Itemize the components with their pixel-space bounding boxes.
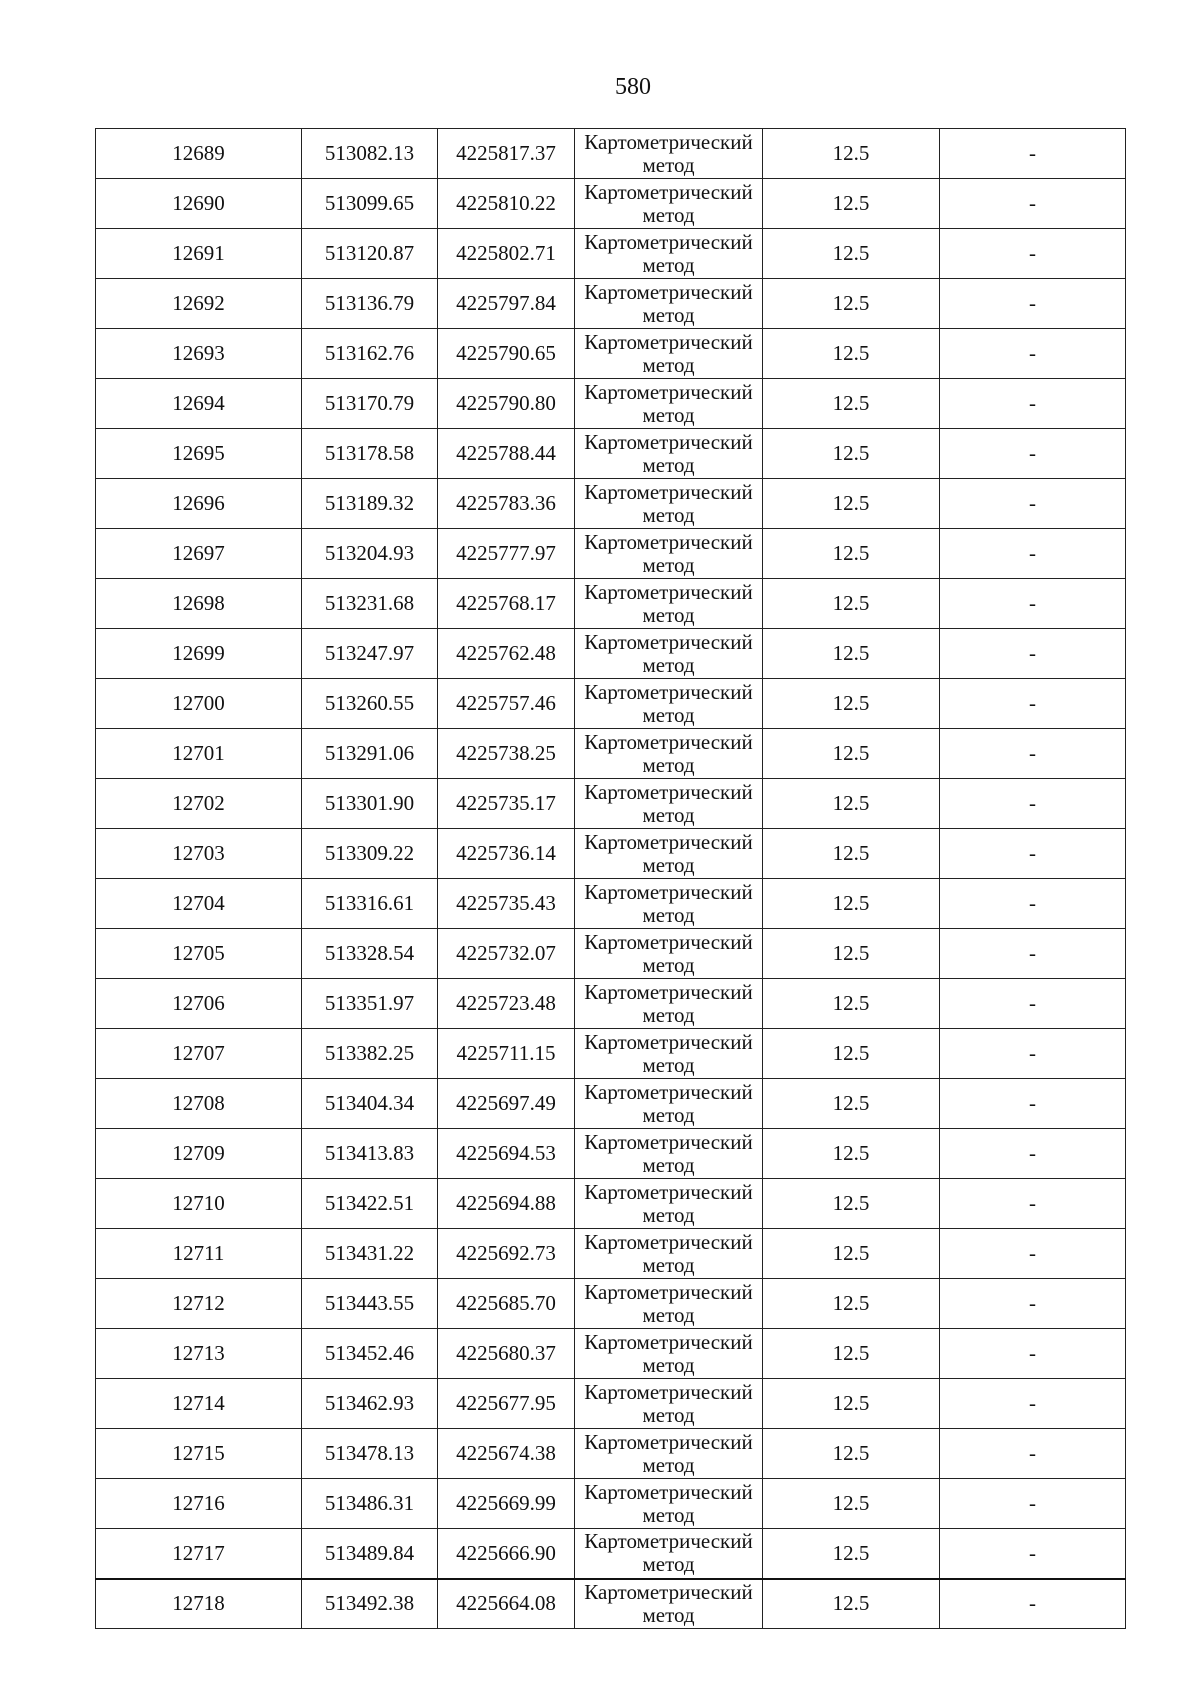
y-coordinate-cell: 4225738.25: [438, 729, 575, 779]
table-row: [96, 1579, 1126, 1629]
method-text: метод: [642, 452, 695, 477]
table-row: [96, 1229, 1126, 1279]
method-text: Картометрический: [584, 129, 753, 154]
y-coordinate-cell: 4225669.99: [438, 1479, 575, 1529]
point-id-cell: 12692: [96, 279, 302, 329]
method-text: метод: [642, 1552, 695, 1577]
y-coordinate-cell: 4225732.07: [438, 929, 575, 979]
table-row: [96, 179, 1126, 229]
method-text: метод: [642, 1602, 695, 1627]
method-cell: [575, 1229, 763, 1279]
note-cell: -: [940, 729, 1126, 779]
accuracy-cell: 12.5: [763, 129, 940, 179]
y-coordinate-cell: 4225697.49: [438, 1079, 575, 1129]
method-cell: [575, 129, 763, 179]
x-coordinate-cell: 513120.87: [302, 229, 438, 279]
point-id-cell: 12717: [96, 1529, 302, 1579]
x-coordinate-cell: 513452.46: [302, 1329, 438, 1379]
accuracy-cell: 12.5: [763, 579, 940, 629]
note-cell: -: [940, 1079, 1126, 1129]
y-coordinate-cell: 4225692.73: [438, 1229, 575, 1279]
table-row: [96, 1129, 1126, 1179]
note-cell: -: [940, 179, 1126, 229]
method-cell: [575, 1029, 763, 1079]
x-coordinate-cell: 513204.93: [302, 529, 438, 579]
y-coordinate-cell: 4225735.43: [438, 879, 575, 929]
method-cell: [575, 179, 763, 229]
method-text: метод: [642, 1052, 695, 1077]
table-row: [96, 979, 1126, 1029]
point-id-cell: 12701: [96, 729, 302, 779]
method-cell: [575, 979, 763, 1029]
accuracy-cell: 12.5: [763, 1229, 940, 1279]
method-text: метод: [642, 802, 695, 827]
method-text: метод: [642, 902, 695, 927]
accuracy-cell: 12.5: [763, 879, 940, 929]
method-text: метод: [642, 1002, 695, 1027]
table-row: [96, 429, 1126, 479]
method-cell: [575, 1529, 763, 1579]
x-coordinate-cell: 513462.93: [302, 1379, 438, 1429]
method-text: Картометрический: [584, 679, 753, 704]
method-cell: [575, 879, 763, 929]
method-text: метод: [642, 402, 695, 427]
point-id-cell: 12714: [96, 1379, 302, 1429]
table-row: [96, 1529, 1126, 1579]
accuracy-cell: 12.5: [763, 1029, 940, 1079]
method-text: метод: [642, 752, 695, 777]
accuracy-cell: 12.5: [763, 379, 940, 429]
method-text: Картометрический: [584, 1179, 753, 1204]
x-coordinate-cell: 513382.25: [302, 1029, 438, 1079]
note-cell: -: [940, 1029, 1126, 1079]
table-row: [96, 779, 1126, 829]
point-id-cell: 12699: [96, 629, 302, 679]
table-row: [96, 1279, 1126, 1329]
x-coordinate-cell: 513404.34: [302, 1079, 438, 1129]
method-text: Картометрический: [584, 629, 753, 654]
method-text: Картометрический: [584, 729, 753, 754]
method-text: метод: [642, 152, 695, 177]
point-id-cell: 12695: [96, 429, 302, 479]
note-cell: -: [940, 929, 1126, 979]
note-cell: -: [940, 279, 1126, 329]
x-coordinate-cell: 513099.65: [302, 179, 438, 229]
note-cell: -: [940, 429, 1126, 479]
accuracy-cell: 12.5: [763, 1429, 940, 1479]
note-cell: -: [940, 679, 1126, 729]
note-cell: -: [940, 829, 1126, 879]
table-row: [96, 1479, 1126, 1529]
note-cell: -: [940, 1429, 1126, 1479]
y-coordinate-cell: 4225723.48: [438, 979, 575, 1029]
y-coordinate-cell: 4225677.95: [438, 1379, 575, 1429]
point-id-cell: 12691: [96, 229, 302, 279]
table-body: [96, 129, 1126, 1629]
accuracy-cell: 12.5: [763, 979, 940, 1029]
point-id-cell: 12702: [96, 779, 302, 829]
note-cell: -: [940, 329, 1126, 379]
method-cell: [575, 1429, 763, 1479]
method-text: Картометрический: [584, 1279, 753, 1304]
accuracy-cell: 12.5: [763, 829, 940, 879]
accuracy-cell: 12.5: [763, 1279, 940, 1329]
point-id-cell: 12693: [96, 329, 302, 379]
x-coordinate-cell: 513301.90: [302, 779, 438, 829]
note-cell: -: [940, 229, 1126, 279]
accuracy-cell: 12.5: [763, 229, 940, 279]
x-coordinate-cell: 513178.58: [302, 429, 438, 479]
accuracy-cell: 12.5: [763, 729, 940, 779]
method-text: метод: [642, 352, 695, 377]
note-cell: -: [940, 1229, 1126, 1279]
point-id-cell: 12707: [96, 1029, 302, 1079]
point-id-cell: 12715: [96, 1429, 302, 1479]
y-coordinate-cell: 4225666.90: [438, 1529, 575, 1579]
point-id-cell: 12703: [96, 829, 302, 879]
accuracy-cell: 12.5: [763, 1079, 940, 1129]
x-coordinate-cell: 513162.76: [302, 329, 438, 379]
x-coordinate-cell: 513492.38: [302, 1579, 438, 1629]
note-cell: -: [940, 1379, 1126, 1429]
accuracy-cell: 12.5: [763, 479, 940, 529]
table-row: [96, 479, 1126, 529]
note-cell: -: [940, 879, 1126, 929]
point-id-cell: 12716: [96, 1479, 302, 1529]
method-text: метод: [642, 1102, 695, 1127]
x-coordinate-cell: 513291.06: [302, 729, 438, 779]
method-text: метод: [642, 602, 695, 627]
y-coordinate-cell: 4225810.22: [438, 179, 575, 229]
method-text: метод: [642, 1252, 695, 1277]
y-coordinate-cell: 4225777.97: [438, 529, 575, 579]
x-coordinate-cell: 513260.55: [302, 679, 438, 729]
table-row: [96, 279, 1126, 329]
x-coordinate-cell: 513489.84: [302, 1529, 438, 1579]
accuracy-cell: 12.5: [763, 279, 940, 329]
method-cell: [575, 1279, 763, 1329]
table-row: [96, 1329, 1126, 1379]
point-id-cell: 12694: [96, 379, 302, 429]
table-row: [96, 1379, 1126, 1429]
accuracy-cell: 12.5: [763, 1529, 940, 1579]
point-id-cell: 12704: [96, 879, 302, 929]
table-row: [96, 629, 1126, 679]
method-text: Картометрический: [584, 529, 753, 554]
method-cell: [575, 429, 763, 479]
point-id-cell: 12700: [96, 679, 302, 729]
page-number: 580: [615, 74, 651, 100]
accuracy-cell: 12.5: [763, 1479, 940, 1529]
method-text: Картометрический: [584, 1029, 753, 1054]
table-row: [96, 1179, 1126, 1229]
method-text: Картометрический: [584, 179, 753, 204]
accuracy-cell: 12.5: [763, 329, 940, 379]
method-cell: [575, 679, 763, 729]
method-text: метод: [642, 652, 695, 677]
method-text: метод: [642, 1502, 695, 1527]
y-coordinate-cell: 4225711.15: [438, 1029, 575, 1079]
x-coordinate-cell: 513247.97: [302, 629, 438, 679]
method-text: метод: [642, 252, 695, 277]
method-text: Картометрический: [584, 479, 753, 504]
point-id-cell: 12710: [96, 1179, 302, 1229]
point-id-cell: 12689: [96, 129, 302, 179]
point-id-cell: 12697: [96, 529, 302, 579]
method-cell: [575, 1179, 763, 1229]
table-row: [96, 129, 1126, 179]
method-cell: [575, 929, 763, 979]
method-text: Картометрический: [584, 379, 753, 404]
method-cell: [575, 829, 763, 879]
method-cell: [575, 629, 763, 679]
method-cell: [575, 379, 763, 429]
y-coordinate-cell: 4225674.38: [438, 1429, 575, 1479]
method-text: Картометрический: [584, 1129, 753, 1154]
y-coordinate-cell: 4225768.17: [438, 579, 575, 629]
accuracy-cell: 12.5: [763, 679, 940, 729]
note-cell: -: [940, 129, 1126, 179]
method-text: Картометрический: [584, 1529, 753, 1554]
x-coordinate-cell: 513486.31: [302, 1479, 438, 1529]
coordinates-table: [95, 128, 1126, 1629]
y-coordinate-cell: 4225797.84: [438, 279, 575, 329]
method-text: Картометрический: [584, 429, 753, 454]
table-row: [96, 529, 1126, 579]
y-coordinate-cell: 4225694.88: [438, 1179, 575, 1229]
note-cell: -: [940, 379, 1126, 429]
table-row: [96, 879, 1126, 929]
x-coordinate-cell: 513431.22: [302, 1229, 438, 1279]
y-coordinate-cell: 4225685.70: [438, 1279, 575, 1329]
table-row: [96, 329, 1126, 379]
point-id-cell: 12718: [96, 1579, 302, 1629]
y-coordinate-cell: 4225757.46: [438, 679, 575, 729]
method-text: метод: [642, 1302, 695, 1327]
accuracy-cell: 12.5: [763, 1329, 940, 1379]
x-coordinate-cell: 513328.54: [302, 929, 438, 979]
point-id-cell: 12711: [96, 1229, 302, 1279]
method-cell: [575, 1129, 763, 1179]
method-text: метод: [642, 1152, 695, 1177]
x-coordinate-cell: 513478.13: [302, 1429, 438, 1479]
note-cell: -: [940, 1529, 1126, 1579]
y-coordinate-cell: 4225790.80: [438, 379, 575, 429]
method-text: Картометрический: [584, 779, 753, 804]
table-row: [96, 829, 1126, 879]
method-cell: [575, 1329, 763, 1379]
point-id-cell: 12713: [96, 1329, 302, 1379]
method-text: Картометрический: [584, 579, 753, 604]
note-cell: -: [940, 979, 1126, 1029]
accuracy-cell: 12.5: [763, 779, 940, 829]
x-coordinate-cell: 513082.13: [302, 129, 438, 179]
method-cell: [575, 1479, 763, 1529]
note-cell: -: [940, 1129, 1126, 1179]
method-text: Картометрический: [584, 829, 753, 854]
note-cell: -: [940, 779, 1126, 829]
point-id-cell: 12706: [96, 979, 302, 1029]
note-cell: -: [940, 1579, 1126, 1629]
point-id-cell: 12705: [96, 929, 302, 979]
x-coordinate-cell: 513189.32: [302, 479, 438, 529]
note-cell: -: [940, 629, 1126, 679]
method-text: метод: [642, 702, 695, 727]
method-cell: [575, 1379, 763, 1429]
method-text: Картометрический: [584, 879, 753, 904]
y-coordinate-cell: 4225735.17: [438, 779, 575, 829]
method-cell: [575, 1579, 763, 1629]
x-coordinate-cell: 513170.79: [302, 379, 438, 429]
method-cell: [575, 579, 763, 629]
method-cell: [575, 229, 763, 279]
x-coordinate-cell: 513316.61: [302, 879, 438, 929]
x-coordinate-cell: 513231.68: [302, 579, 438, 629]
y-coordinate-cell: 4225762.48: [438, 629, 575, 679]
point-id-cell: 12709: [96, 1129, 302, 1179]
method-cell: [575, 279, 763, 329]
note-cell: -: [940, 529, 1126, 579]
method-text: метод: [642, 1352, 695, 1377]
table-row: [96, 229, 1126, 279]
y-coordinate-cell: 4225788.44: [438, 429, 575, 479]
x-coordinate-cell: 513443.55: [302, 1279, 438, 1329]
method-text: метод: [642, 952, 695, 977]
note-cell: -: [940, 1179, 1126, 1229]
x-coordinate-cell: 513413.83: [302, 1129, 438, 1179]
method-text: метод: [642, 502, 695, 527]
x-coordinate-cell: 513136.79: [302, 279, 438, 329]
y-coordinate-cell: 4225694.53: [438, 1129, 575, 1179]
note-cell: -: [940, 579, 1126, 629]
x-coordinate-cell: 513309.22: [302, 829, 438, 879]
table-row: [96, 1029, 1126, 1079]
method-text: метод: [642, 202, 695, 227]
y-coordinate-cell: 4225664.08: [438, 1579, 575, 1629]
accuracy-cell: 12.5: [763, 529, 940, 579]
accuracy-cell: 12.5: [763, 179, 940, 229]
note-cell: -: [940, 1479, 1126, 1529]
method-text: метод: [642, 1452, 695, 1477]
method-cell: [575, 329, 763, 379]
note-cell: -: [940, 1279, 1126, 1329]
x-coordinate-cell: 513351.97: [302, 979, 438, 1029]
method-text: Картометрический: [584, 1329, 753, 1354]
note-cell: -: [940, 479, 1126, 529]
method-text: метод: [642, 1202, 695, 1227]
accuracy-cell: 12.5: [763, 429, 940, 479]
accuracy-cell: 12.5: [763, 1129, 940, 1179]
method-text: метод: [642, 852, 695, 877]
note-cell: -: [940, 1329, 1126, 1379]
table-row: [96, 1429, 1126, 1479]
point-id-cell: 12696: [96, 479, 302, 529]
point-id-cell: 12708: [96, 1079, 302, 1129]
y-coordinate-cell: 4225783.36: [438, 479, 575, 529]
method-cell: [575, 729, 763, 779]
method-text: Картометрический: [584, 1429, 753, 1454]
method-cell: [575, 1079, 763, 1129]
y-coordinate-cell: 4225802.71: [438, 229, 575, 279]
y-coordinate-cell: 4225790.65: [438, 329, 575, 379]
method-text: Картометрический: [584, 929, 753, 954]
table-row: [96, 929, 1126, 979]
accuracy-cell: 12.5: [763, 1379, 940, 1429]
table-row: [96, 1079, 1126, 1129]
method-cell: [575, 529, 763, 579]
method-text: метод: [642, 552, 695, 577]
point-id-cell: 12690: [96, 179, 302, 229]
method-text: Картометрический: [584, 279, 753, 304]
method-text: Картометрический: [584, 1579, 753, 1604]
accuracy-cell: 12.5: [763, 1179, 940, 1229]
method-text: метод: [642, 302, 695, 327]
y-coordinate-cell: 4225817.37: [438, 129, 575, 179]
table-row: [96, 679, 1126, 729]
method-text: Картометрический: [584, 1079, 753, 1104]
accuracy-cell: 12.5: [763, 629, 940, 679]
method-text: Картометрический: [584, 329, 753, 354]
accuracy-cell: 12.5: [763, 1579, 940, 1629]
point-id-cell: 12698: [96, 579, 302, 629]
table-row: [96, 579, 1126, 629]
method-text: метод: [642, 1402, 695, 1427]
accuracy-cell: 12.5: [763, 929, 940, 979]
method-text: Картометрический: [584, 1229, 753, 1254]
point-id-cell: 12712: [96, 1279, 302, 1329]
method-text: Картометрический: [584, 1479, 753, 1504]
method-cell: [575, 479, 763, 529]
method-text: Картометрический: [584, 1379, 753, 1404]
method-text: Картометрический: [584, 979, 753, 1004]
method-text: Картометрический: [584, 229, 753, 254]
x-coordinate-cell: 513422.51: [302, 1179, 438, 1229]
table-row: [96, 379, 1126, 429]
method-cell: [575, 779, 763, 829]
y-coordinate-cell: 4225736.14: [438, 829, 575, 879]
y-coordinate-cell: 4225680.37: [438, 1329, 575, 1379]
table-row: [96, 729, 1126, 779]
